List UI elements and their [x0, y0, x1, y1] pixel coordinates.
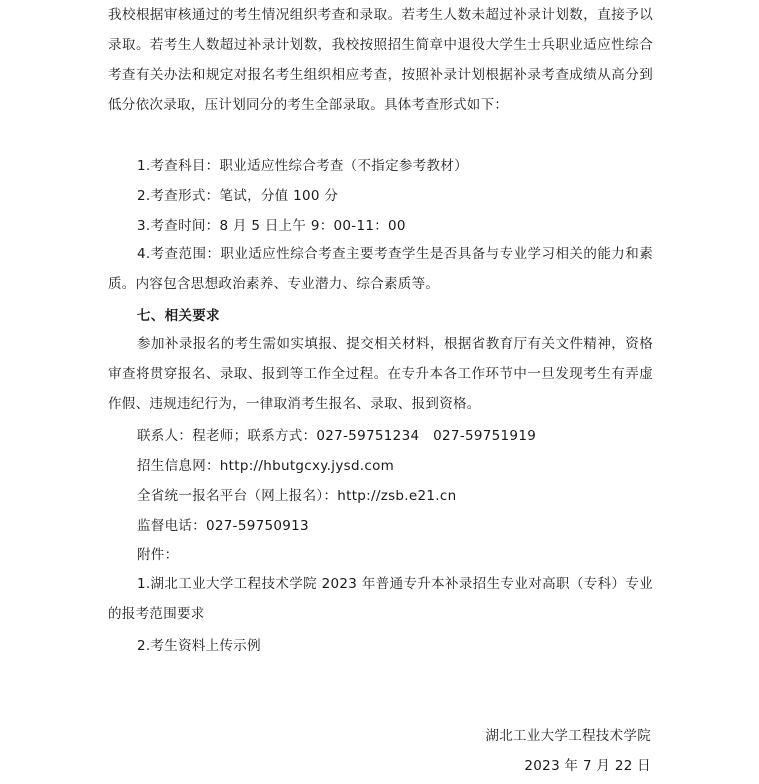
exam-item-subject: 1.考查科目：职业适应性综合考查（不指定参考教材）	[137, 158, 468, 174]
intro-paragraph: 我校根据审核通过的考生情况组织考查和录取。若考生人数未超过补录计划数，直接予以录取。若考生人数超过补录计划数，我校按照招生简章中退役大学生士兵职业适应性综合考查有关办法和规定对报名考生组织相应考查，按照补录计划根据补录考查成绩从高分到低分依次录取，压计划同分的考生全部录取。具体考查形式如下：	[108, 7, 653, 113]
platform-line: 全省统一报名平台（网上报名）：http://zsb.e21.cn	[137, 488, 457, 504]
signature-date: 2023 年 7 月 22 日	[524, 758, 651, 774]
info-site-line: 招生信息网：http://hbutgcxy.jysd.com	[137, 458, 395, 474]
attachment-item-2: 2.考生资料上传示例	[137, 638, 261, 654]
section-heading: 七、相关要求	[137, 308, 220, 324]
intro-paragraph-block	[108, 0, 653, 120]
requirement-paragraph: 参加补录报名的考生需如实填报、提交相关材料，根据省教育厅有关文件精神，资格审查将贯穿报名、录取、报到等工作全过程。在专升本各工作环节中一旦发现考生有弄虚作假、违规违纪行为，一律取消考生报名、录取、报到资格。	[108, 336, 653, 412]
exam-item-scope: 4.考查范围：职业适应性综合考查主要考查学生是否具备与专业学习相关的能力和素质。内容包含思想政治素养、专业潜力、综合素质等。	[108, 246, 653, 292]
signature-institution: 湖北工业大学工程技术学院	[485, 728, 651, 744]
exam-item-time: 3.考查时间：8 月 5 日上午 9：00-11：00	[137, 218, 406, 234]
supervision-phone-line: 监督电话：027-59750913	[137, 518, 309, 534]
contact-line: 联系人：程老师；联系方式：027-59751234 027-59751919	[137, 428, 537, 444]
attachment-item-1: 1.湖北工业大学工程技术学院 2023 年普通专升本补录招生专业对高职（专科）专业的报考范围要求	[108, 576, 653, 622]
attachment-label: 附件：	[137, 547, 179, 563]
exam-item-format: 2.考查形式：笔试，分值 100 分	[137, 188, 339, 204]
attachment-1-block	[108, 569, 653, 629]
requirement-paragraph-block	[108, 329, 653, 419]
exam-item-scope-block	[108, 239, 653, 299]
